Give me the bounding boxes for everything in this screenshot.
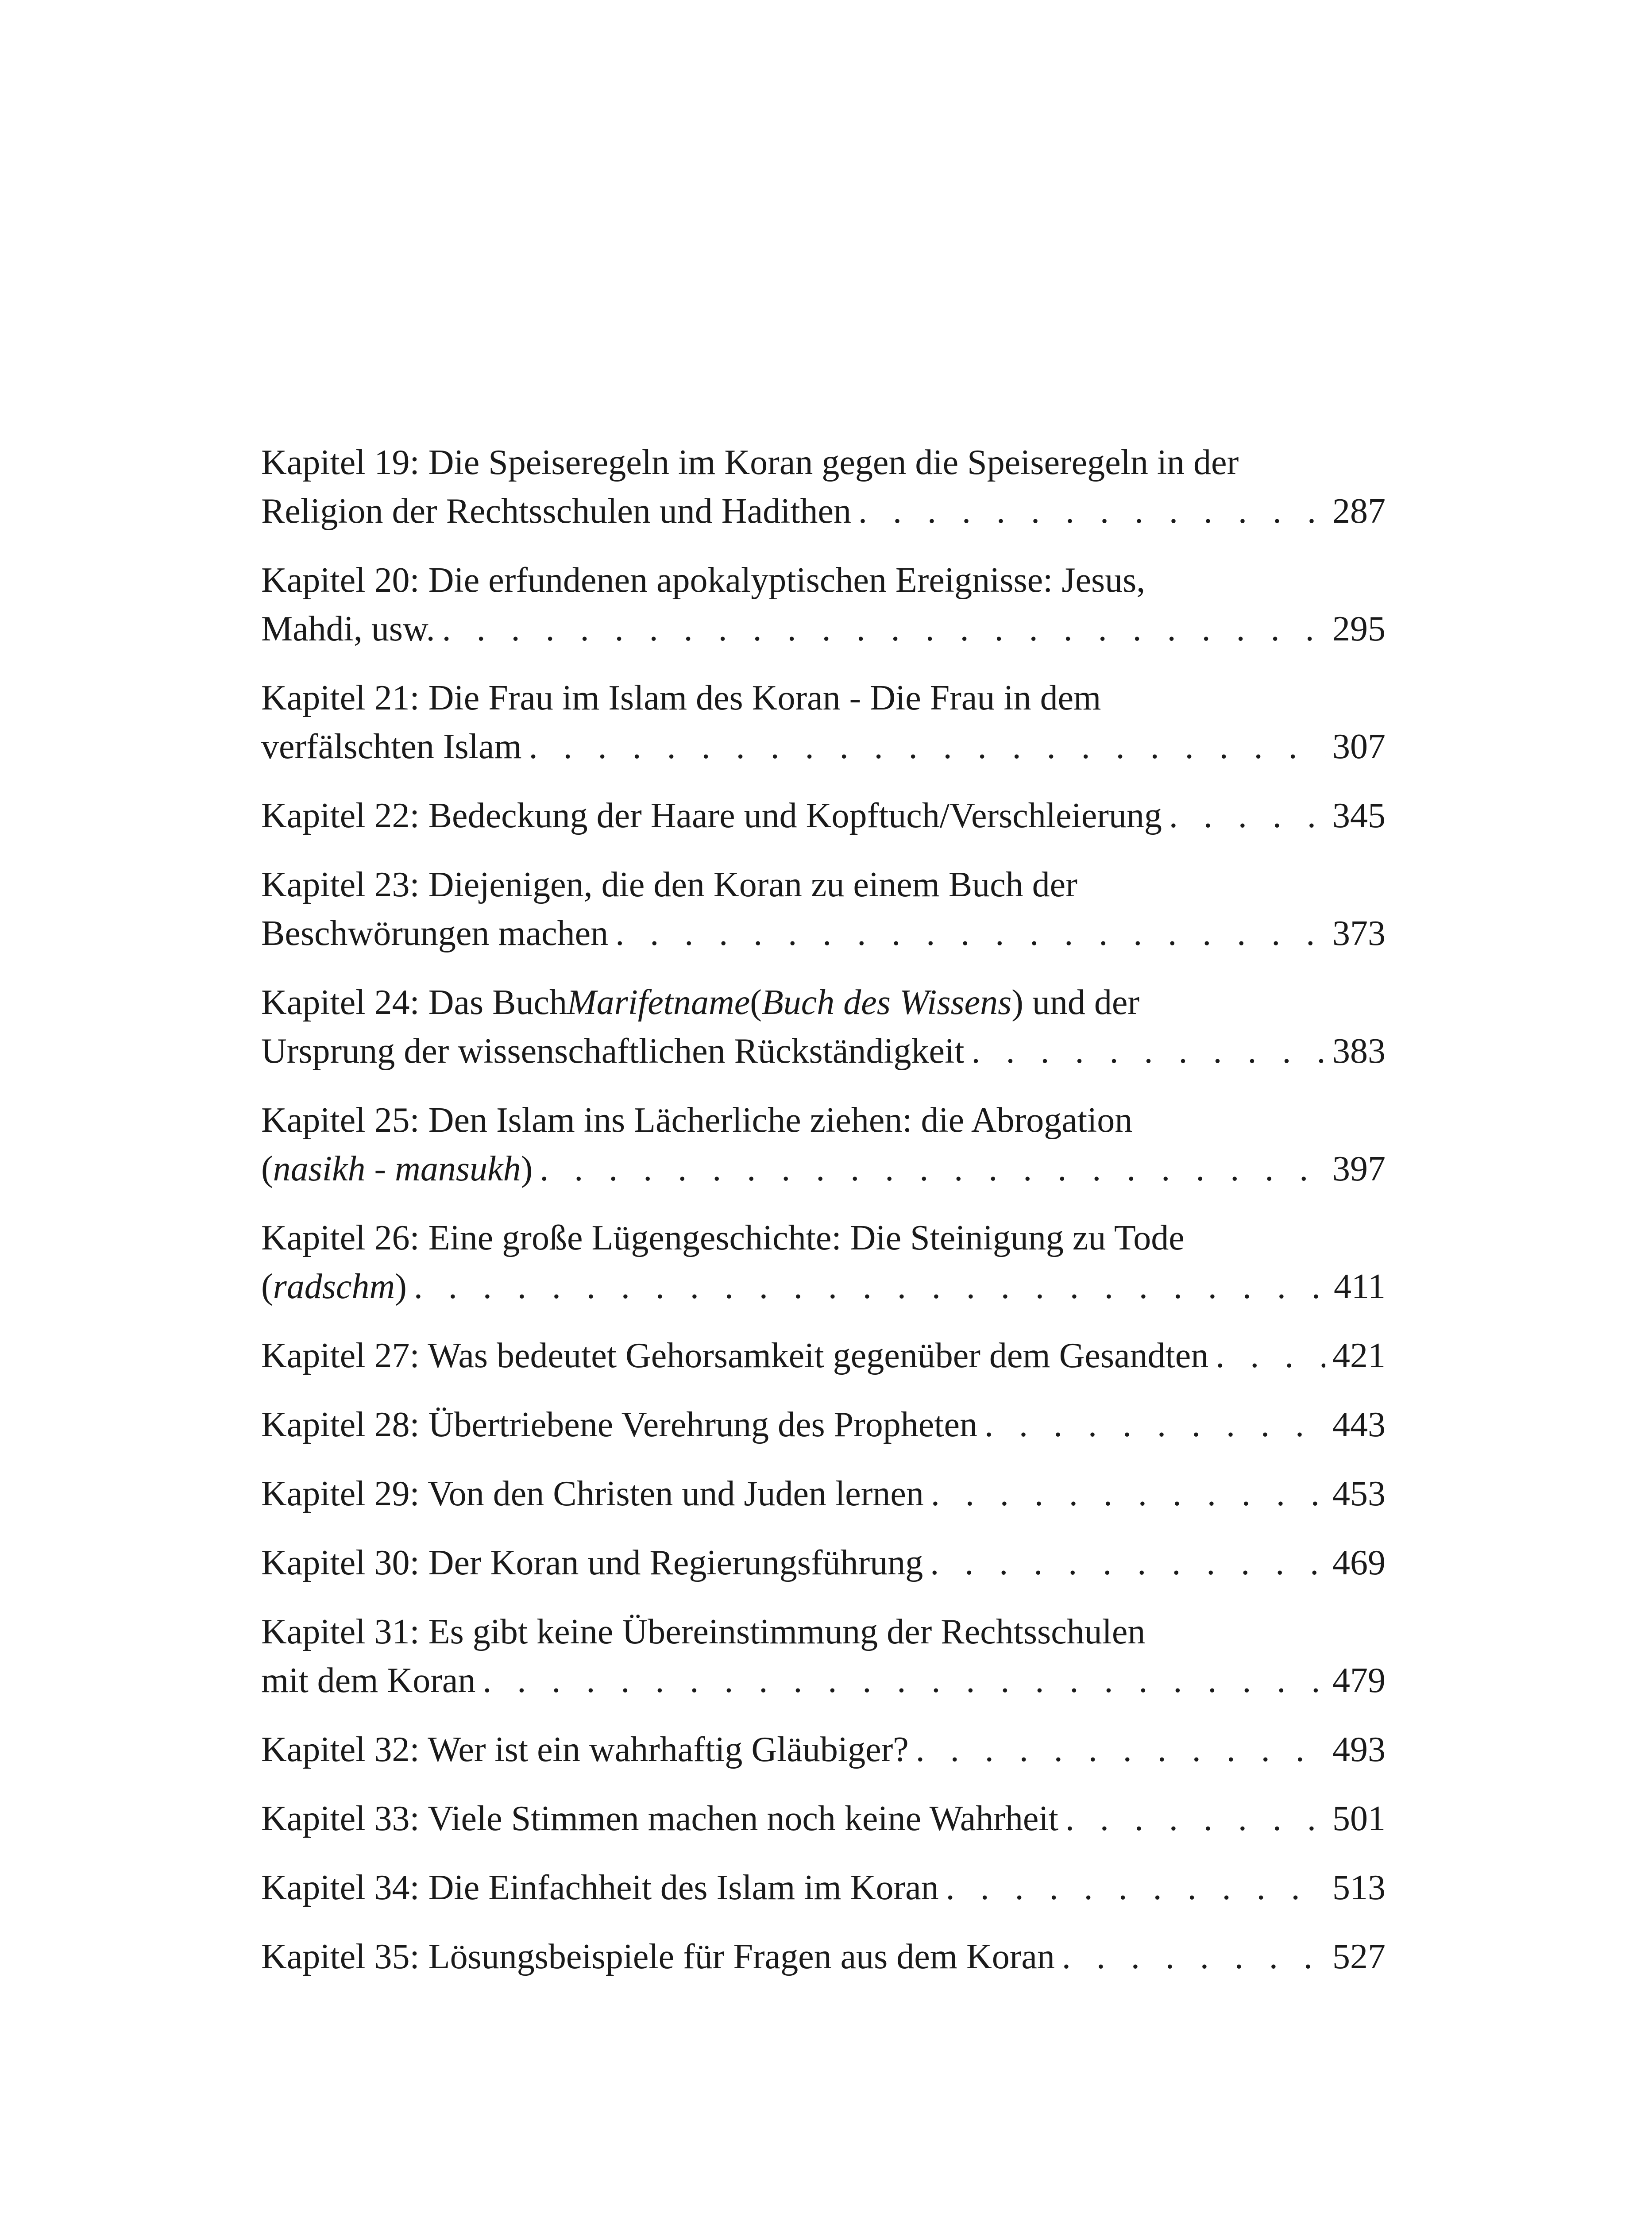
toc-page-number: 411	[1333, 1267, 1386, 1306]
toc-entry-title-cont: mit dem Koran	[261, 1661, 476, 1700]
toc-entry-last-line	[261, 791, 1386, 840]
toc-entry-chapter-21	[261, 674, 1386, 771]
toc-entry-title: Kapitel 35: Lösungsbeispiele für Fragen aus dem Koran	[261, 1937, 1055, 1976]
toc-entry-last-line	[261, 1331, 1386, 1380]
toc-entry-chapter-25	[261, 1096, 1386, 1193]
dot-leader	[414, 1262, 1327, 1311]
toc-entry-chapter-28	[261, 1400, 1386, 1449]
dot-leader	[1062, 1932, 1325, 1981]
toc-entry-title-italic: radschm	[273, 1267, 395, 1306]
dot-leader	[529, 722, 1325, 771]
toc-entry-title-cont: Beschwörungen machen	[261, 914, 609, 953]
toc-entry-title-part: ) und der	[1011, 983, 1140, 1022]
open-paren: (	[261, 1149, 273, 1188]
table-of-contents	[261, 438, 1386, 2001]
toc-page-number: 383	[1332, 1032, 1386, 1071]
toc-entry-last-line	[261, 909, 1386, 958]
toc-entry-title-line: Kapitel 26: Eine große Lügengeschichte: Die Steinigung zu Tode	[261, 1218, 1185, 1257]
toc-page-number: 307	[1332, 727, 1386, 766]
toc-entry-chapter-32	[261, 1725, 1386, 1774]
dot-leader	[916, 1725, 1325, 1774]
toc-entry-title: Kapitel 22: Bedeckung der Haare und Kopftuch/Verschleierung	[261, 796, 1162, 835]
toc-entry-chapter-22	[261, 791, 1386, 840]
toc-entry-last-line	[261, 1656, 1386, 1705]
toc-entry-chapter-26	[261, 1214, 1386, 1311]
dot-leader	[946, 1863, 1325, 1912]
dot-leader	[972, 1027, 1325, 1076]
toc-entry-title: Kapitel 27: Was bedeutet Gehorsamkeit gegenüber dem Gesandten	[261, 1336, 1209, 1375]
toc-entry-title-cont	[261, 1262, 407, 1311]
toc-entry-title-line: Kapitel 25: Den Islam ins Lächerliche ziehen: die Abrogation	[261, 1101, 1133, 1140]
toc-entry-chapter-34	[261, 1863, 1386, 1912]
toc-page-number: 421	[1332, 1336, 1386, 1375]
toc-entry-chapter-19	[261, 438, 1386, 536]
toc-page-number: 295	[1332, 609, 1386, 648]
toc-page-number: 513	[1332, 1868, 1386, 1907]
toc-entry-title-cont	[261, 1145, 533, 1193]
toc-entry-chapter-35	[261, 1932, 1386, 1981]
toc-entry-title: Kapitel 32: Wer ist ein wahrhaftig Gläubiger?	[261, 1730, 909, 1769]
toc-entry-title-cont: verfälschten Islam	[261, 727, 522, 766]
toc-entry-title-italic: Buch des Wissens	[761, 983, 1012, 1022]
dot-leader	[1216, 1331, 1325, 1380]
toc-entry-chapter-20	[261, 556, 1386, 653]
toc-entry-title-line: Kapitel 21: Die Frau im Islam des Koran - Die Frau in dem	[261, 679, 1101, 717]
dot-leader	[1169, 791, 1325, 840]
toc-entry-chapter-30	[261, 1538, 1386, 1587]
toc-entry-chapter-29	[261, 1469, 1386, 1518]
close-paren: )	[521, 1149, 533, 1188]
dot-leader	[482, 1656, 1325, 1705]
toc-entry-last-line	[261, 1145, 1386, 1193]
toc-entry-last-line	[261, 722, 1386, 771]
toc-entry-title-cont: Mahdi, usw.	[261, 609, 435, 648]
toc-entry-title-line: Kapitel 19: Die Speiseregeln im Koran gegen die Speiseregeln in der	[261, 443, 1239, 482]
dot-leader	[930, 1538, 1325, 1587]
toc-entry-last-line	[261, 1794, 1386, 1843]
toc-page-number: 397	[1332, 1149, 1386, 1188]
toc-entry-title: Kapitel 28: Übertriebene Verehrung des Propheten	[261, 1405, 978, 1444]
toc-page-number: 453	[1332, 1474, 1386, 1513]
toc-entry-title: Kapitel 34: Die Einfachheit des Islam im Koran	[261, 1868, 939, 1907]
toc-page-number: 287	[1332, 492, 1386, 531]
toc-entry-title: Kapitel 30: Der Koran und Regierungsführung	[261, 1543, 923, 1582]
toc-entry-last-line	[261, 1262, 1386, 1311]
toc-page-number: 479	[1332, 1661, 1386, 1700]
toc-entry-chapter-24	[261, 978, 1386, 1076]
toc-entry-chapter-33	[261, 1794, 1386, 1843]
toc-entry-title-line: Kapitel 23: Diejenigen, die den Koran zu einem Buch der	[261, 865, 1077, 904]
toc-page-number: 345	[1332, 796, 1386, 835]
toc-entry-chapter-23	[261, 860, 1386, 958]
toc-entry-title-part: Kapitel 24: Das Buch	[261, 983, 567, 1022]
toc-entry-title-italic: nasikh - mansukh	[273, 1149, 521, 1188]
toc-entry-chapter-31	[261, 1608, 1386, 1705]
toc-entry-last-line	[261, 1538, 1386, 1587]
toc-entry-last-line	[261, 1400, 1386, 1449]
toc-entry-last-line	[261, 1863, 1386, 1912]
toc-entry-title: Kapitel 33: Viele Stimmen machen noch keine Wahrheit	[261, 1799, 1058, 1838]
toc-entry-title-part: (	[750, 983, 762, 1022]
toc-entry-title-line: Kapitel 31: Es gibt keine Übereinstimmung der Rechtsschulen	[261, 1612, 1146, 1651]
toc-entry-last-line	[261, 605, 1386, 653]
dot-leader	[858, 487, 1325, 536]
toc-entry-title-italic: Marifetname	[567, 983, 750, 1022]
dot-leader	[615, 909, 1325, 958]
toc-page-number: 493	[1332, 1730, 1386, 1769]
dot-leader	[984, 1400, 1325, 1449]
toc-page-number: 373	[1332, 914, 1386, 953]
toc-entry-title-cont: Religion der Rechtsschulen und Hadithen	[261, 492, 852, 531]
toc-entry-chapter-27	[261, 1331, 1386, 1380]
toc-page-number: 469	[1332, 1543, 1386, 1582]
dot-leader	[931, 1469, 1325, 1518]
toc-page-number: 501	[1332, 1799, 1386, 1838]
toc-entry-title-cont: Ursprung der wissenschaftlichen Rückständigkeit	[261, 1032, 965, 1071]
toc-entry-last-line	[261, 1027, 1386, 1076]
toc-entry-title: Kapitel 29: Von den Christen und Juden lernen	[261, 1474, 924, 1513]
close-paren: )	[395, 1267, 407, 1306]
dot-leader	[1065, 1794, 1325, 1843]
open-paren: (	[261, 1267, 273, 1306]
toc-page-number: 527	[1332, 1937, 1386, 1976]
toc-entry-last-line	[261, 487, 1386, 536]
toc-entry-last-line	[261, 1932, 1386, 1981]
toc-entry-last-line	[261, 1469, 1386, 1518]
toc-entry-last-line	[261, 1725, 1386, 1774]
dot-leader	[442, 605, 1325, 653]
toc-page-number: 443	[1332, 1405, 1386, 1444]
dot-leader	[540, 1145, 1325, 1193]
toc-entry-title-line: Kapitel 20: Die erfundenen apokalyptischen Ereignisse: Jesus,	[261, 561, 1146, 600]
toc-entry-title-line	[261, 978, 1386, 1027]
